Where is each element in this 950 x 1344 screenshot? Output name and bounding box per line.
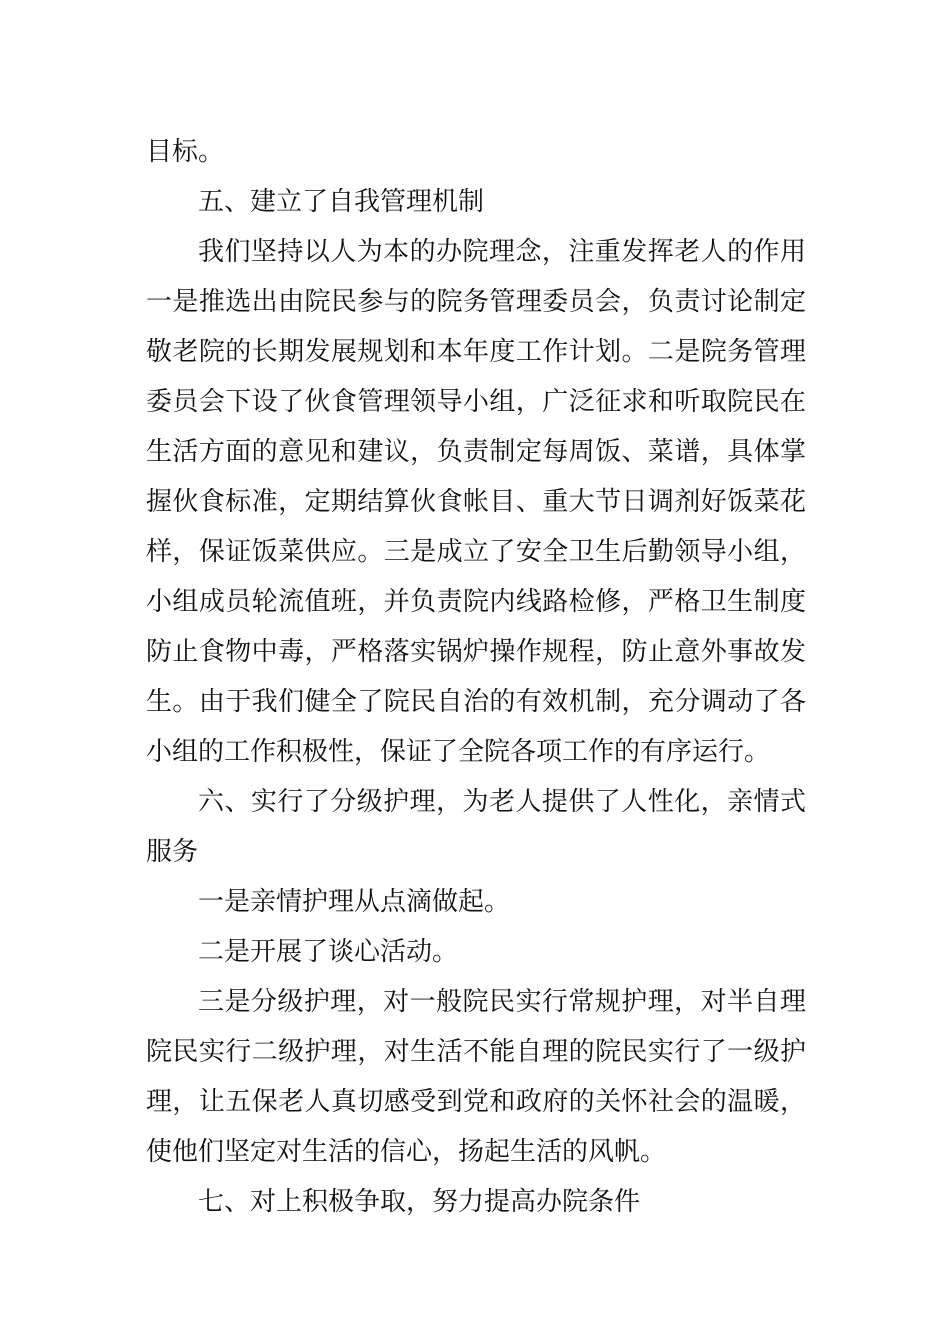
section-heading-6: 六、实行了分级护理，为老人提供了人性化，亲情式服务 (146, 787, 806, 867)
paragraph-item-2: 二是开展了谈心活动。 (198, 937, 459, 967)
paragraph-item-3: 三是分级护理，对一般院民实行常规护理，对半自理院民实行二级护理，对生活不能自理的院民实行了一级护理，让五保老人真切感受到党和政府的关怀社会的温暖，使他们坚定对生活的信心，扬起生活的风帆。 (146, 987, 806, 1167)
paragraph-continuation: 目标。 (146, 137, 225, 167)
paragraph-item-1: 一是亲情护理从点滴做起。 (198, 887, 511, 917)
section-heading-5: 五、建立了自我管理机制 (198, 187, 485, 217)
paragraph-self-management: 我们坚持以人为本的办院理念，注重发挥老人的作用一是推选出由院民参与的院务管理委员会，负责讨论制定敬老院的长期发展规划和本年度工作计划。二是院务管理委员会下设了伙食管理领导小组，广泛征求和听取院民在生活方面的意见和建议，负责制定每周饭、菜谱，具体掌握伙食标准，定期结算伙食帐目、重大节日调剂好饭菜花样，保证饭菜供应。三是成立了安全卫生后勤领导小组，小组成员轮流值班，并负责院内线路检修，严格卫生制度防止食物中毒，严格落实锅炉操作规程，防止意外事故发生。由于我们健全了院民自治的有效机制，充分调动了各小组的工作积极性，保证了全院各项工作的有序运行。 (146, 237, 806, 767)
section-heading-7: 七、对上积极争取，努力提高办院条件 (198, 1187, 641, 1217)
document-body (146, 127, 806, 1227)
